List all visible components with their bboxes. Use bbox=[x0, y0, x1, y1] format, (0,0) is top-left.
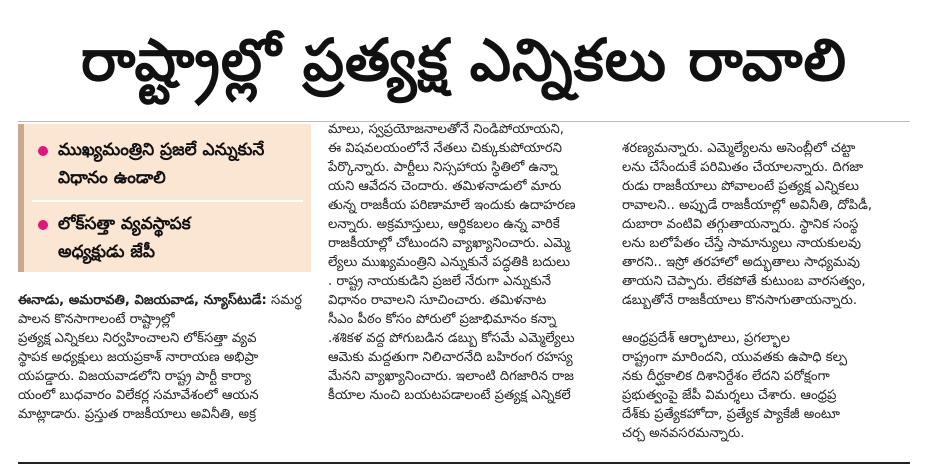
dateline: ఈనాడు, అమరావతి, విజయవాడ, న్యూస్‌టుడే: bbox=[18, 293, 267, 308]
headline: రాష్ట్రాల్లో ప్రత్యక్ష ఎన్నికలు రావాలి bbox=[80, 26, 848, 94]
highlight-point bbox=[38, 210, 305, 266]
highlight-box bbox=[18, 124, 311, 272]
article-text: సమర్థ పాలన కొనసాగాలంటే రాష్ట్రాల్లో ప్రత్యక్ష ఎన్నికలు నిర్వహించాలని లోక్‌సత్తా వ్యవ స్థాపక అధ్యక్షులు జయప్రకాశ్‌ నారాయణ అభిప్రా యపడ్డారు. విజయవాడలోని రాష్ట్ర పార్టీ కార్యా యంలో బుధవారం విలేకర్ల సమావేశంలో ఆయన మాట్లాడారు. ప్రస్తుత రాజకీయాలు అవినీతి, అక్ర bbox=[18, 293, 303, 422]
highlight-point bbox=[38, 136, 305, 192]
article-paragraph: ఆంధ్రప్రదేశ్‌ ఆర్భాటాలు, ప్రగల్భాల రాష్ట్రంగా మారిందని, యువతకు ఉపాధి కల్ప నకు దీర్ఘకాలిక దిశానిర్దేశం లేదని పరోక్షంగా ప్రభుత్వంపై జేపీ విమర్శలు చేశారు. ఆంధ్రప్ర దేశ్‌కు ప్రత్యేకహోదా, ప్రత్యేక ప్యాకేజీ అంటూ చర్చ అనవసరమన్నారు. bbox=[622, 331, 848, 441]
highlight-text: లోక్‌సత్తా వ్యవస్థాపక అధ్యక్షుడు జేపీ bbox=[58, 214, 191, 262]
article-column-1 bbox=[18, 291, 318, 424]
highlight-divider bbox=[32, 200, 303, 202]
bottom-rule bbox=[18, 462, 910, 464]
article-paragraph: శరణ్యమన్నారు. ఎమ్మెల్యేలను అసెంబ్లీలో చట్టా లను చేసేందుకే పరిమితం చేయాలన్నారు. దిగజా రుడు రాజకీయాలు పోవాలంటే ప్రత్యక్ష ఎన్నికలు రావాలని.. అప్పుడే రాజకీయాల్లో అవినీతి, దోపిడీ, దుబారా వంటివి తగ్గుతాయన్నారు. స్థానిక సంస్థ లను బలోపేతం చేస్తే సామాన్యులు నాయకులవు తారని.. ఇస్రో తరహాలో అద్భుతాలు సాధ్యమవు తాయని చెప్పారు. లేకపోతే కుటుంబ వారసత్వం, డబ్బుతోనే రాజకీయాలు కొనసాగుతాయన్నారు. bbox=[622, 141, 873, 308]
article-column-2: మాలు, స్వప్రయోజనాలతోనే నిండిపోయాయని, ఈ విషవలయంలోనే నేతలు చిక్కుకుపోయారని పేర్కొన్నారు. పార్టీలు నిస్సహాయ స్థితిలో ఉన్నా యని ఆవేదన చెందారు. తమిళనాడులో మారు తున్న రాజకీయ పరిణామాలే ఇందుకు ఉదాహరణ లన్నారు. అక్రమాస్తులు, ఆర్థికబలం ఉన్న వారికే రాజకీయాల్లో చోటుందని వ్యాఖ్యానించారు. ఎమ్మె ల్యేలు ముఖ్యమంత్రిని ఎన్నుకునే పద్ధతికి బదులు . రాష్ట్ర నాయకుడిని ప్రజలే నేరుగా ఎన్నుకునే విధానం రావాలని సూచించారు. తమిళనాట సీఎం పీఠం కోసం పోరులో ప్రజాభిమానం కన్నా .శశికళ వద్ద పోగుబడిన డబ్బు కోసమే ఎమ్మెల్యేలు ఆమెకు మద్దతుగా నిలిచారనేది బహిరంగ రహస్య మేనని వ్యాఖ్యానించారు. ఇలాంటి దిగజారిన రాజ కీయాల నుంచి బయటపడాలంటే ప్రత్యక్ష ఎన్నికలే bbox=[328, 122, 576, 403]
bullet-icon bbox=[38, 220, 48, 230]
bullet-icon bbox=[38, 146, 48, 156]
highlight-text: ముఖ్యమంత్రిని ప్రజలే ఎన్నుకునే విధానం ఉండాలి bbox=[58, 140, 265, 188]
article-column-3 bbox=[622, 120, 914, 462]
